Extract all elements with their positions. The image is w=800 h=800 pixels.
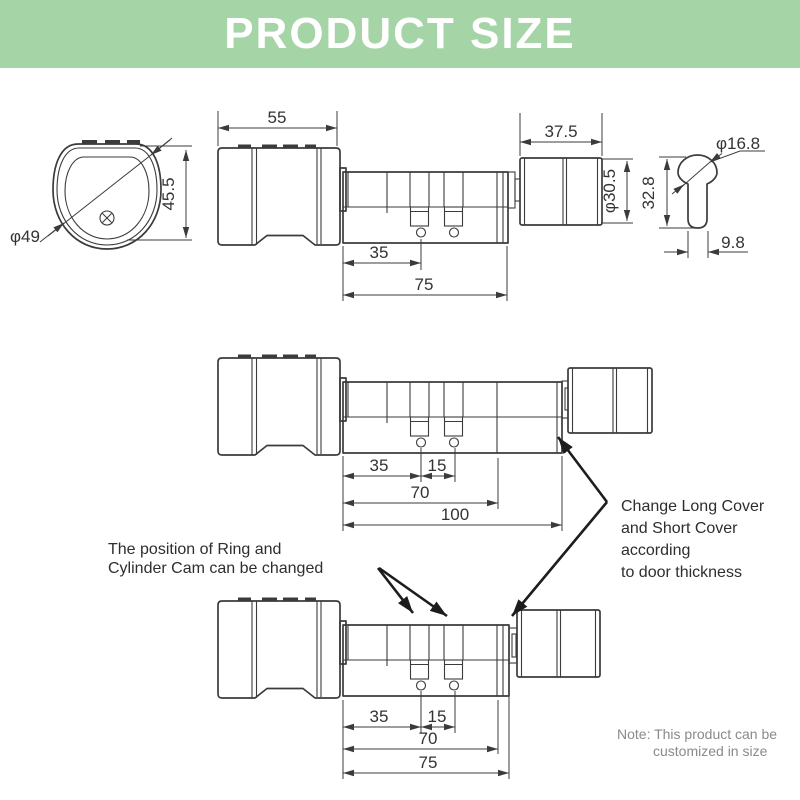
annotation-ring-cam	[108, 541, 323, 577]
dim-profile-stem: 9.8	[721, 233, 745, 252]
footnote-line1: Note: This product can be	[617, 726, 778, 742]
screw-icon	[100, 211, 114, 225]
annotation-ring-cam-line2: Cylinder Cam can be changed	[108, 560, 324, 577]
side-view-bottom	[218, 598, 600, 780]
footnote	[617, 726, 777, 759]
dim-cover-diameter: φ30.5	[600, 168, 619, 214]
dim-profile-diameter: φ16.8	[716, 134, 761, 153]
dim-mid-100: 100	[440, 505, 470, 524]
callout-arrows	[378, 437, 607, 616]
dim-profile-height: 32.8	[639, 176, 658, 210]
annotation-cover-line3: according	[621, 542, 691, 559]
dim-cover-width: 37.5	[544, 122, 578, 141]
dim-front-diameter: φ49	[10, 227, 40, 246]
page-title: PRODUCT SIZE	[224, 9, 576, 58]
annotation-cover	[621, 498, 765, 581]
front-view	[10, 138, 192, 249]
dim-mid-15: 15	[427, 456, 447, 475]
dim-bot-15: 15	[427, 707, 447, 726]
dim-front-height: 45.5	[159, 177, 178, 211]
dim-top-35: 35	[369, 243, 389, 262]
annotation-cover-line2: and Short Cover	[621, 520, 738, 537]
dim-bot-70: 70	[418, 729, 438, 748]
dim-bot-75: 75	[418, 753, 438, 772]
annotation-cover-line4: to door thickness	[621, 564, 742, 581]
side-view-middle	[218, 355, 652, 532]
dim-mid-70: 70	[410, 483, 430, 502]
footnote-line2: customized in size	[653, 743, 768, 759]
dim-mid-35: 35	[369, 456, 389, 475]
dim-knob-width: 55	[267, 108, 287, 127]
dim-bot-35: 35	[369, 707, 389, 726]
annotation-cover-line1: Change Long Cover	[621, 498, 765, 515]
annotation-ring-cam-line1: The position of Ring and	[108, 541, 282, 558]
side-view-top	[218, 108, 633, 301]
profile-view	[639, 134, 765, 258]
dim-top-75: 75	[414, 275, 434, 294]
